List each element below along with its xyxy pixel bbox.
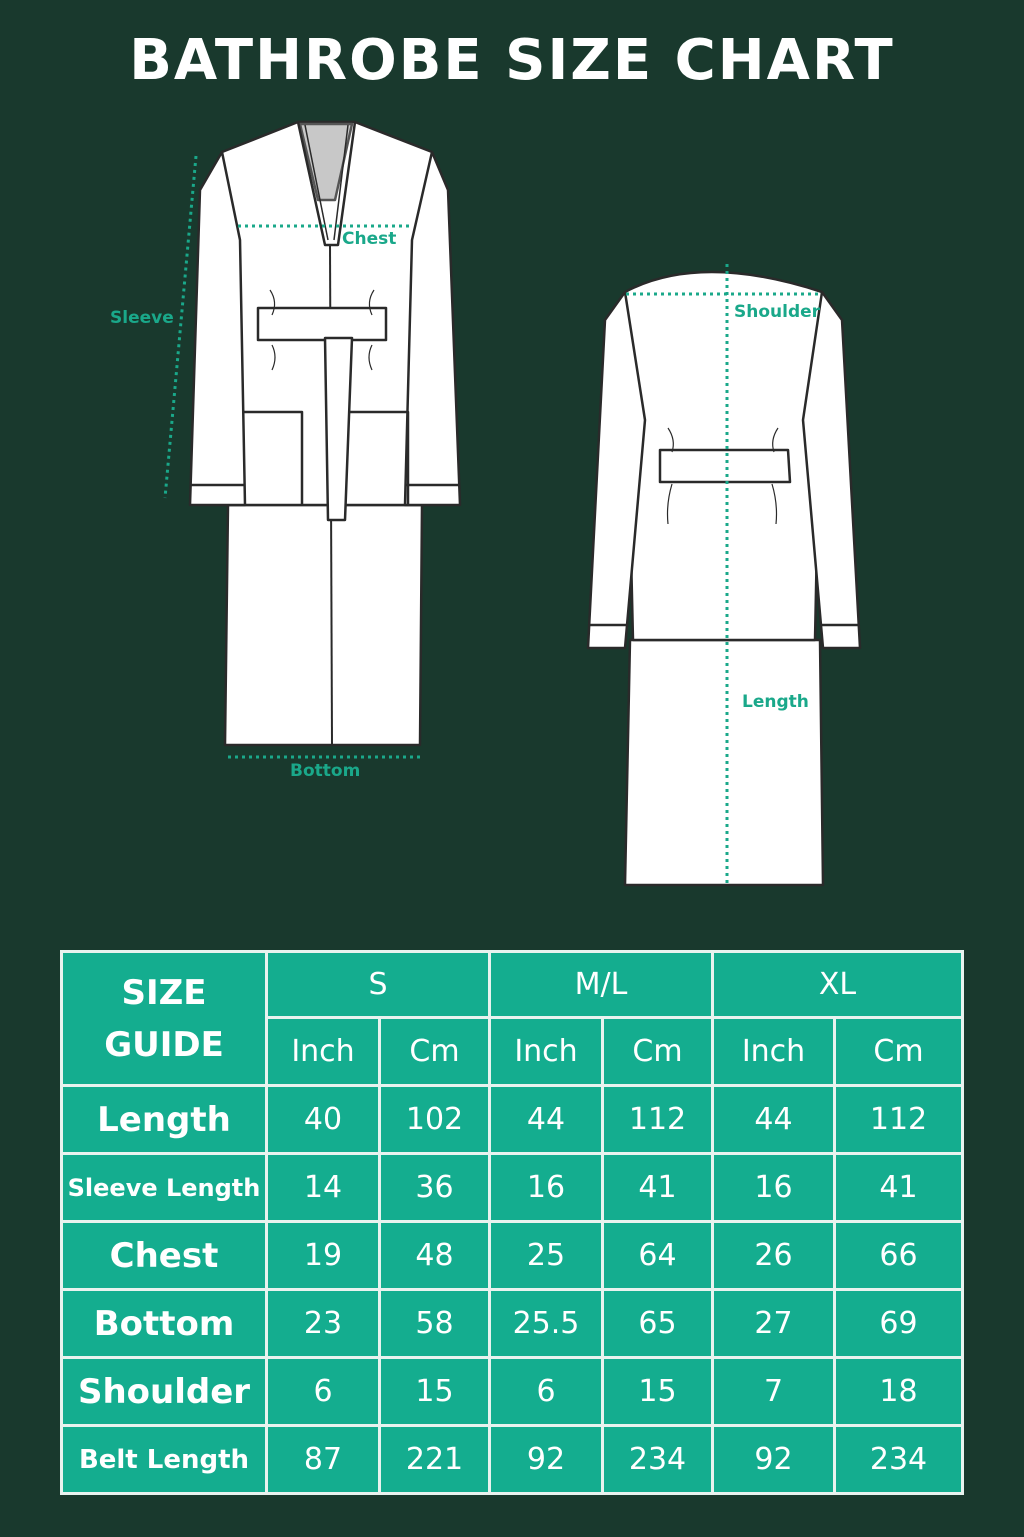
table-cell: 26 [713,1222,835,1290]
row-label: Length [62,1086,267,1154]
table-cell: 19 [267,1222,380,1290]
table-cell: 65 [603,1290,713,1358]
table-cell: 41 [603,1154,713,1222]
size-guide-table [60,950,964,1495]
unit-header: Inch [713,1018,835,1086]
front-robe-drawing [190,122,460,745]
size-header-ml: M/L [490,952,713,1018]
table-row [62,1358,963,1426]
table-cell: 15 [380,1358,490,1426]
table-cell: 16 [713,1154,835,1222]
table-cell: 23 [267,1290,380,1358]
table-row [62,1290,963,1358]
table-cell: 25 [490,1222,603,1290]
table-cell: 25.5 [490,1290,603,1358]
table-cell: 14 [267,1154,380,1222]
row-label: Shoulder [62,1358,267,1426]
bottom-measure-label: Bottom [290,761,361,781]
table-cell: 234 [835,1426,963,1494]
sleeve-measure-label: Sleeve [110,308,174,328]
unit-header: Cm [603,1018,713,1086]
length-measure-label: Length [742,692,809,712]
table-cell: 15 [603,1358,713,1426]
table-row [62,1086,963,1154]
table-cell: 112 [603,1086,713,1154]
shoulder-measure-label: Shoulder [734,302,821,322]
table-row [62,1154,963,1222]
table-cell: 40 [267,1086,380,1154]
table-cell: 92 [713,1426,835,1494]
table-cell: 41 [835,1154,963,1222]
table-row [62,1426,963,1494]
size-header-s: S [267,952,490,1018]
unit-header: Inch [490,1018,603,1086]
size-header-xl: XL [713,952,963,1018]
back-robe-drawing [588,272,860,885]
table-cell: 64 [603,1222,713,1290]
table-cell: 6 [267,1358,380,1426]
table-cell: 36 [380,1154,490,1222]
row-label: Belt Length [62,1426,267,1494]
table-cell: 6 [490,1358,603,1426]
row-label: Chest [62,1222,267,1290]
table-cell: 58 [380,1290,490,1358]
row-label: Bottom [62,1290,267,1358]
table-cell: 234 [603,1426,713,1494]
table-cell: 44 [713,1086,835,1154]
size-header-row [62,952,963,1018]
corner-line-2: GUIDE [104,1024,224,1065]
chest-measure-label: Chest [342,229,397,249]
size-guide-corner [62,952,267,1086]
table-row [62,1222,963,1290]
table-cell: 221 [380,1426,490,1494]
table-cell: 112 [835,1086,963,1154]
corner-line-1: SIZE [121,972,207,1013]
table-cell: 66 [835,1222,963,1290]
unit-header: Inch [267,1018,380,1086]
table-cell: 48 [380,1222,490,1290]
table-cell: 102 [380,1086,490,1154]
unit-header: Cm [835,1018,963,1086]
table-cell: 92 [490,1426,603,1494]
row-label: Sleeve Length [62,1154,267,1222]
unit-header: Cm [380,1018,490,1086]
table-cell: 27 [713,1290,835,1358]
page-title: BATHROBE SIZE CHART [129,28,895,93]
table-cell: 18 [835,1358,963,1426]
table-cell: 7 [713,1358,835,1426]
table-cell: 44 [490,1086,603,1154]
table-cell: 87 [267,1426,380,1494]
table-cell: 69 [835,1290,963,1358]
table-cell: 16 [490,1154,603,1222]
